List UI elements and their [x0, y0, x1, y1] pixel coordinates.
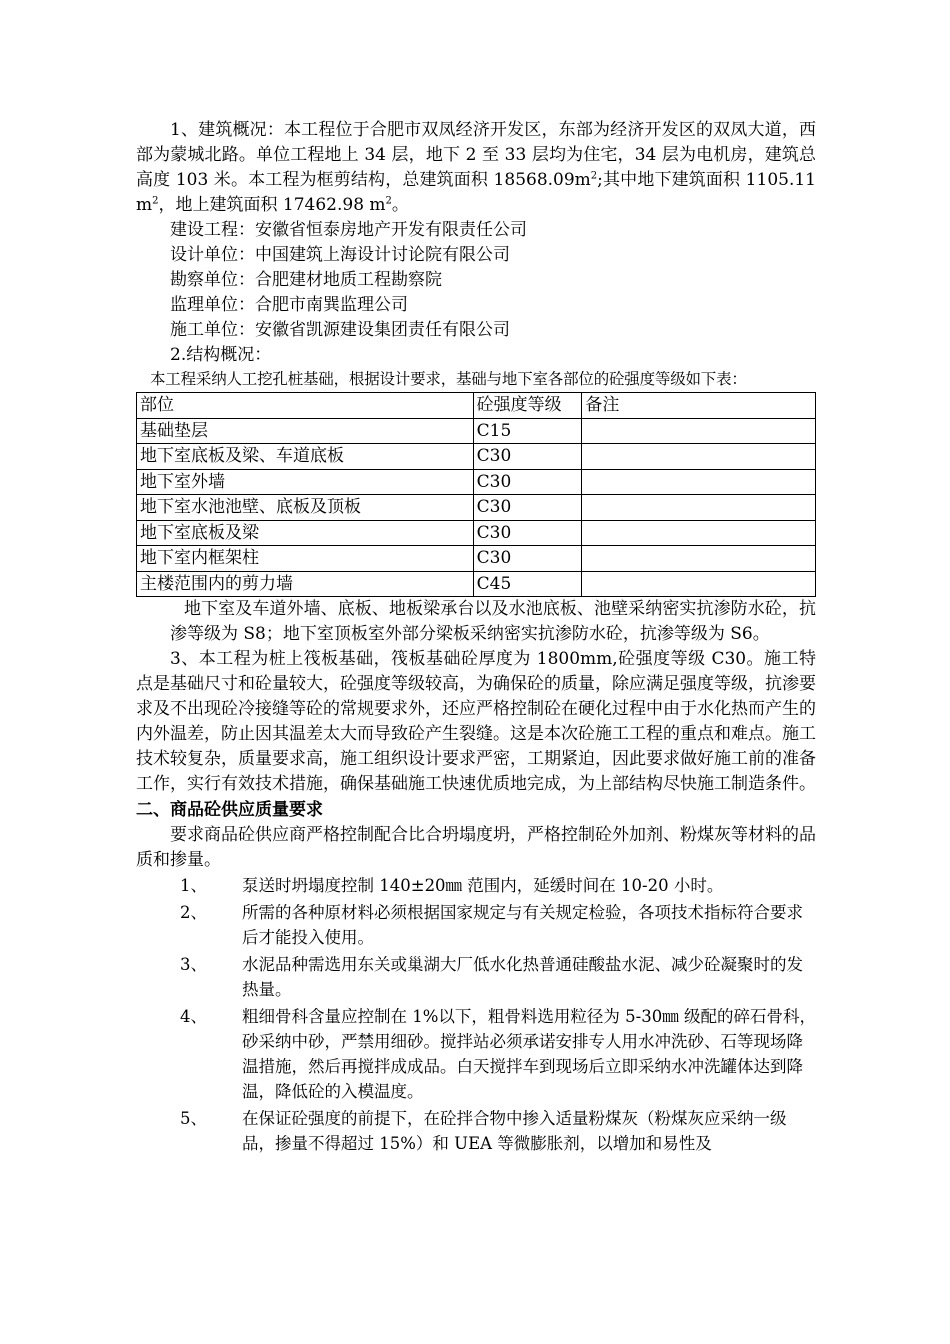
- list-item: 1、 泵送时坍塌度控制 140±20㎜ 范围内，延缓时间在 10-20 小时。: [180, 876, 724, 895]
- table-row: [137, 444, 816, 470]
- table-cell: 主楼范围内的剪力墙: [137, 571, 474, 597]
- header-cell: 备注: [582, 393, 816, 419]
- table-cell: C30: [473, 546, 582, 572]
- table-cell: 地下室外墙: [137, 469, 474, 495]
- table-cell: 地下室内框架柱: [137, 546, 474, 572]
- structure-title: 2.结构概况：: [170, 345, 272, 365]
- table-cell: [582, 469, 816, 495]
- supply-intro: 要求商品砼供应商严格控制配合比合坍塌度坍，严格控制砼外加剂、粉煤灰等材料的品质和掺量。: [136, 825, 816, 870]
- table-cell: [582, 495, 816, 521]
- table-cell: C30: [473, 444, 582, 470]
- table-cell: [582, 571, 816, 597]
- section3-paragraph: 3、本工程为桩上筏板基础，筏板基础砼厚度为 1800mm,砼强度等级 C30。施工特点是基础尺寸和砼量较大，砼强度等级较高，为确保砼的质量，除应满足强度等级，抗渗要求及不出现砼冷接缝等砼的常规要求外，还应严格控制砼在硬化过程中由于水化热而产生的内外温差，防止因其温差太大而导致砼产生裂缝。这是本次砼施工工程的重点和难点。施工技术较复杂，质量要求高，施工组织设计要求严密，工期紧迫，因此要求做好施工前的准备工作，实行有效技术措施，确保基础施工快速优质地完成，为上部结构尽快施工制造条件。: [136, 649, 816, 794]
- list-item: 5、 在保证砼强度的前提下，在砼拌合物中掺入适量粉煤灰（粉煤灰应采纳一级品，掺量不得超过 15%）和 UEA 等微膨胀剂，以增加和易性及: [180, 1109, 787, 1153]
- owner-line: 建设工程：安徽省恒泰房地产开发有限责任公司: [170, 220, 527, 240]
- table-cell: 地下室底板及梁、车道底板: [137, 444, 474, 470]
- table-row: [137, 571, 816, 597]
- table-cell: C30: [473, 520, 582, 546]
- table-cell: [582, 546, 816, 572]
- table-cell: C15: [473, 418, 582, 444]
- header-cell: 砼强度等级: [473, 393, 582, 419]
- table-row: [137, 520, 816, 546]
- table-cell: C45: [473, 571, 582, 597]
- table-cell: 基础垫层: [137, 418, 474, 444]
- survey-line: 勘察单位：合肥建材地质工程勘察院: [170, 270, 442, 290]
- document-page: [136, 118, 816, 1156]
- designer-line: 设计单位：中国建筑上海设计讨论院有限公司: [170, 245, 510, 265]
- header-cell: 部位: [137, 393, 474, 419]
- table-row: [137, 418, 816, 444]
- concrete-grade-table: [136, 392, 816, 597]
- table-header-row: [137, 393, 816, 419]
- table-row: [137, 495, 816, 521]
- list-item: 4、 粗细骨科含量应控制在 1%以下，粗骨料选用粒径为 5-30㎜ 级配的碎石骨科，砂采纳中砂，严禁用细砂。搅拌站必须承诺安排专人用水冲洗砂、石等现场降温措施，然后再搅拌成成品。白天搅拌车到现场后立即采纳水冲洗罐体达到降温，降低砼的入模温度。: [180, 1007, 816, 1101]
- building-overview: 1、建筑概况：本工程位于合肥市双凤经济开发区，东部为经济开发区的双凤大道，西部为蒙城北路。单位工程地上 34 层，地下 2 至 33 层均为住宅，34 层为电机房，建筑总高度 103 米。本工程为框剪结构，总建筑面积 $18568.09m^2$;其中地下建筑面积 1105.11 $m^2$，地上建筑面积 17462.98 $m^2$。: [136, 120, 816, 215]
- table-cell: [582, 520, 816, 546]
- list-item: 2、 所需的各种原材料必须根据国家规定与有关规定检验，各项技术指标符合要求后才能投入使用。: [180, 903, 803, 947]
- table-cell: C30: [473, 469, 582, 495]
- contractor-line: 施工单位：安徽省凯源建设集团责任有限公司: [170, 320, 510, 340]
- table-cell: 地下室底板及梁: [137, 520, 474, 546]
- table-row: [137, 469, 816, 495]
- supervisor-line: 监理单位：合肥市南巽监理公司: [170, 295, 408, 315]
- table-intro: 本工程采纳人工挖孔桩基础，根据设计要求，基础与地下室各部位的砼强度等级如下表：: [150, 370, 747, 388]
- table-cell: 地下室水池池壁、底板及顶板: [137, 495, 474, 521]
- list-item: 3、 水泥品种需选用东关或巢湖大厂低水化热普通硅酸盐水泥、减少砼凝聚时的发热量。: [180, 955, 803, 999]
- table-cell: [582, 444, 816, 470]
- section-heading: 二、商品砼供应质量要求: [136, 800, 323, 820]
- table-row: [137, 546, 816, 572]
- waterproof-paragraph: 地下室及车道外墙、底板、地板梁承台以及水池底板、池壁采纳密实抗渗防水砼，抗渗等级为 S8；地下室顶板室外部分梁板采纳密实抗渗防水砼，抗渗等级为 S6。: [170, 599, 816, 644]
- table-cell: C30: [473, 495, 582, 521]
- table-cell: [582, 418, 816, 444]
